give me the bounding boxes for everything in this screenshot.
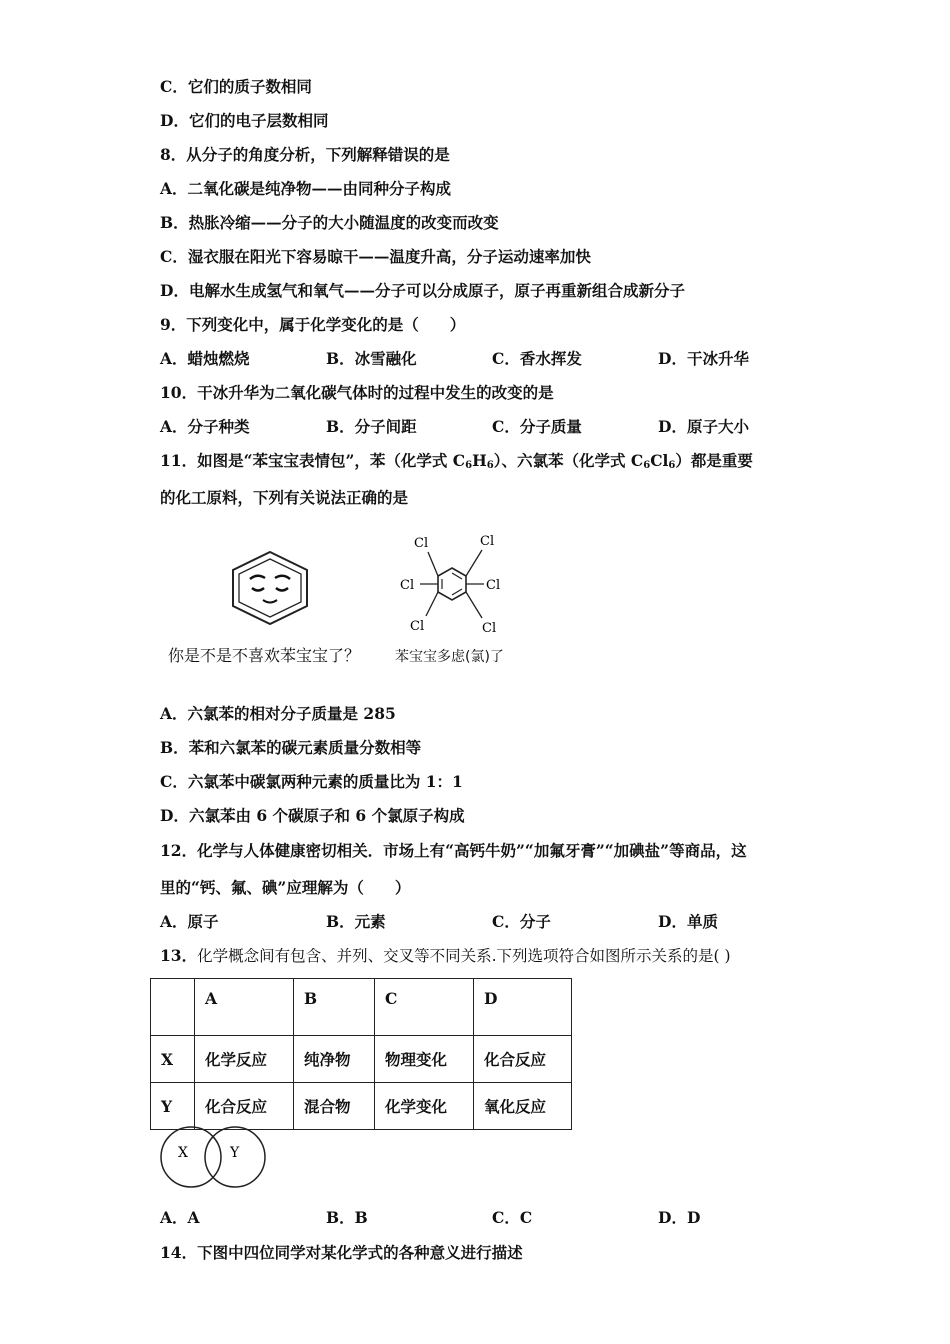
venn-label-x: X (178, 1145, 188, 1161)
q12-stem-line2: 里的“钙、氟、碘”应理解为（ ） (160, 878, 411, 897)
q12-option-d: D．单质 (658, 912, 718, 931)
q13-options (160, 1207, 840, 1229)
q8-stem: 8．从分子的角度分析，下列解释错误的是 (160, 145, 450, 164)
q7-option-c: C．它们的质子数相同 (160, 77, 312, 96)
table-row (151, 1083, 572, 1130)
table-cell: A (195, 979, 294, 1036)
q8-option-a: A．二氧化碳是纯净物——由同种分子构成 (160, 179, 452, 198)
cl-label: Cl (486, 578, 501, 593)
table-cell: C (375, 979, 474, 1036)
table-cell: D (474, 979, 572, 1036)
q14-stem: 14．下图中四位同学对某化学式的各种意义进行描述 (160, 1243, 523, 1262)
q10-option-d: D．原子大小 (658, 417, 749, 436)
q10-option-b: B．分子间距 (326, 417, 417, 436)
q10-stem: 10．干冰升华为二氧化碳气体时的过程中发生的改变的是 (160, 383, 554, 402)
q11-option-c: C．六氯苯中碳氯两种元素的质量比为 1：1 (160, 772, 463, 791)
q13-option-c: C．C (492, 1208, 533, 1227)
q7-option-d: D．它们的电子层数相同 (160, 111, 329, 130)
table-cell: 化合反应 (474, 1036, 572, 1083)
q9-options (160, 348, 840, 370)
q8-option-b: B．热胀冷缩——分子的大小随温度的改变而改变 (160, 213, 499, 232)
hexachlorobenzene-structure (392, 530, 512, 640)
table-cell: 氧化反应 (474, 1083, 572, 1130)
q11-option-a: A．六氯苯的相对分子质量是 285 (160, 704, 396, 723)
table-cell: 化合反应 (195, 1083, 294, 1130)
table-cell: 化学变化 (375, 1083, 474, 1130)
q12-options (160, 911, 840, 933)
q13-option-a: A．A (160, 1208, 200, 1227)
venn-label-y: Y (230, 1145, 240, 1161)
q11-option-d: D．六氯苯由 6 个碳原子和 6 个氯原子构成 (160, 806, 465, 825)
benzene-emoji-figure (225, 548, 315, 626)
q9-option-b: B．冰雪融化 (326, 349, 417, 368)
venn-diagram (158, 1124, 270, 1190)
cl-label: Cl (400, 578, 415, 593)
table-cell: Y (151, 1083, 195, 1130)
q13-relation-table (150, 978, 572, 1130)
cl-label: Cl (410, 619, 425, 634)
cl-label: Cl (480, 534, 495, 549)
q11-option-b: B．苯和六氯苯的碳元素质量分数相等 (160, 738, 422, 757)
table-cell (151, 979, 195, 1036)
q9-option-c: C．香水挥发 (492, 349, 582, 368)
q10-option-a: A．分子种类 (160, 417, 250, 436)
table-cell: B (294, 979, 375, 1036)
figure-caption-left: 你是不是不喜欢苯宝宝了？ (168, 646, 361, 665)
q13-option-b: B．B (326, 1208, 368, 1227)
q8-option-d: D．电解水生成氢气和氧气——分子可以分成原子，原子再重新组合成新分子 (160, 281, 685, 300)
q9-stem: 9．下列变化中，属于化学变化的是（ ） (160, 315, 466, 334)
q13-stem: 13．化学概念间有包含、并列、交叉等不同关系.下列选项符合如图所示关系的是( ) (160, 946, 731, 965)
venn-circle-x (161, 1127, 221, 1187)
q10-options (160, 416, 840, 438)
table-header-row (151, 979, 572, 1036)
q9-option-a: A．蜡烛燃烧 (160, 349, 250, 368)
q11-stem-line1: 11．如图是“苯宝宝表情包”，苯（化学式 $C_6H_6$）、六氯苯（化学式 $C_6Cl_6$）都是重要 (160, 451, 753, 471)
q12-option-c: C．分子 (492, 912, 551, 931)
figure-caption-right: 苯宝宝多虑(氯)了 (395, 649, 504, 665)
q8-option-c: C．湿衣服在阳光下容易晾干——温度升高，分子运动速率加快 (160, 247, 591, 266)
table-cell: X (151, 1036, 195, 1083)
table-cell: 混合物 (294, 1083, 375, 1130)
q10-option-c: C．分子质量 (492, 417, 582, 436)
cl-label: Cl (482, 621, 497, 636)
q13-option-d: D．D (658, 1208, 701, 1227)
table-row (151, 1036, 572, 1083)
q11-stem-line2: 的化工原料，下列有关说法正确的是 (160, 488, 409, 507)
q12-option-b: B．元素 (326, 912, 386, 931)
q9-option-d: D．干冰升华 (658, 349, 749, 368)
table-cell: 物理变化 (375, 1036, 474, 1083)
q12-option-a: A．原子 (160, 912, 219, 931)
cl-label: Cl (414, 536, 429, 551)
table-cell: 化学反应 (195, 1036, 294, 1083)
q12-stem-line1: 12．化学与人体健康密切相关．市场上有“高钙牛奶”“加氟牙膏”“加碘盐”等商品，这 (160, 841, 747, 860)
table-cell: 纯净物 (294, 1036, 375, 1083)
